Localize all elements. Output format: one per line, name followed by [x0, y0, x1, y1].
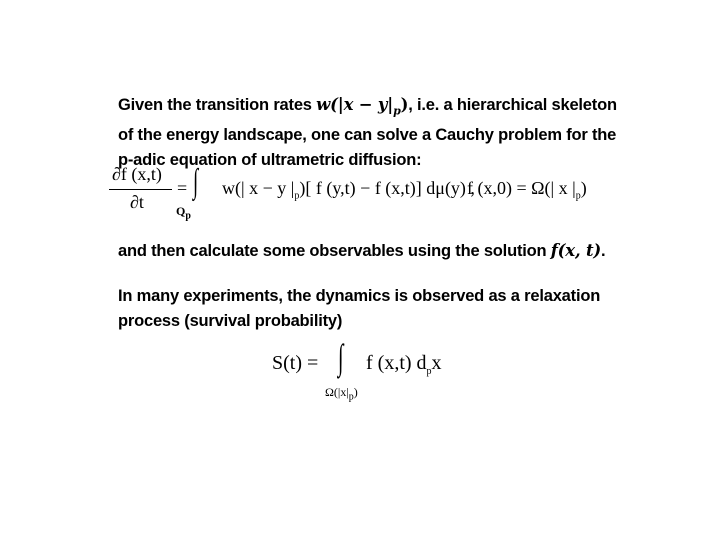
- eq1-initial-expr: f (x,0) = Ω(| x |: [467, 178, 576, 198]
- solution-text: and then calculate some observables using the solution: [118, 242, 551, 260]
- eq2-domain-sub: p: [348, 391, 354, 403]
- eq1-initial-sub: p: [575, 190, 581, 202]
- intro-text: Given the transition rates: [118, 96, 317, 114]
- intro-line-2: of the energy landscape, one can solve a Cauchy problem for the: [118, 126, 617, 145]
- eq2-integrand-end: x: [431, 352, 442, 374]
- eq1-domain-symbol: Q: [176, 204, 186, 218]
- eq1-numerator: ∂f (x,t): [112, 164, 162, 184]
- eq2-integrand-expr: f (x,t) d: [366, 352, 427, 374]
- eq2-integrand: [366, 352, 442, 377]
- solution-math: f(x, t): [550, 241, 602, 260]
- eq1-weight: w(| x − y |: [222, 178, 295, 198]
- eq2-domain: [325, 385, 358, 402]
- eq1-integral: ∫: [193, 163, 199, 200]
- eq2-lhs: S(t) =: [272, 352, 319, 374]
- solution-period: .: [601, 242, 606, 260]
- eq1-bracket: )[ f (y,t) − f (x,t)] dμ(y) ,: [299, 178, 475, 198]
- transition-rate-sub: p: [393, 104, 401, 118]
- transition-rate-expr: w(|x − y|: [316, 95, 394, 114]
- intro-line-3: p-adic equation of ultrametric diffusion:: [118, 151, 422, 170]
- experiments-line-1: In many experiments, the dynamics is observed as a relaxation: [118, 287, 601, 305]
- eq1-denominator: ∂t: [130, 192, 144, 212]
- eq1-equals: =: [177, 178, 188, 198]
- transition-rate-close: ): [400, 95, 409, 114]
- eq2-integral: ∫: [338, 337, 344, 377]
- eq1-weight-sub: p: [294, 190, 300, 202]
- eq2-domain-expr: Ω(|x|: [325, 385, 349, 399]
- eq2-integrand-sub: p: [426, 366, 432, 377]
- eq2-domain-close: ): [353, 385, 358, 399]
- intro-text-tail: , i.e. a hierarchical skeleton: [408, 96, 617, 114]
- experiments-line-2: process (survival probability): [118, 312, 343, 330]
- eq1-initial-close: ): [580, 178, 587, 198]
- eq1-domain-sub: p: [185, 210, 191, 222]
